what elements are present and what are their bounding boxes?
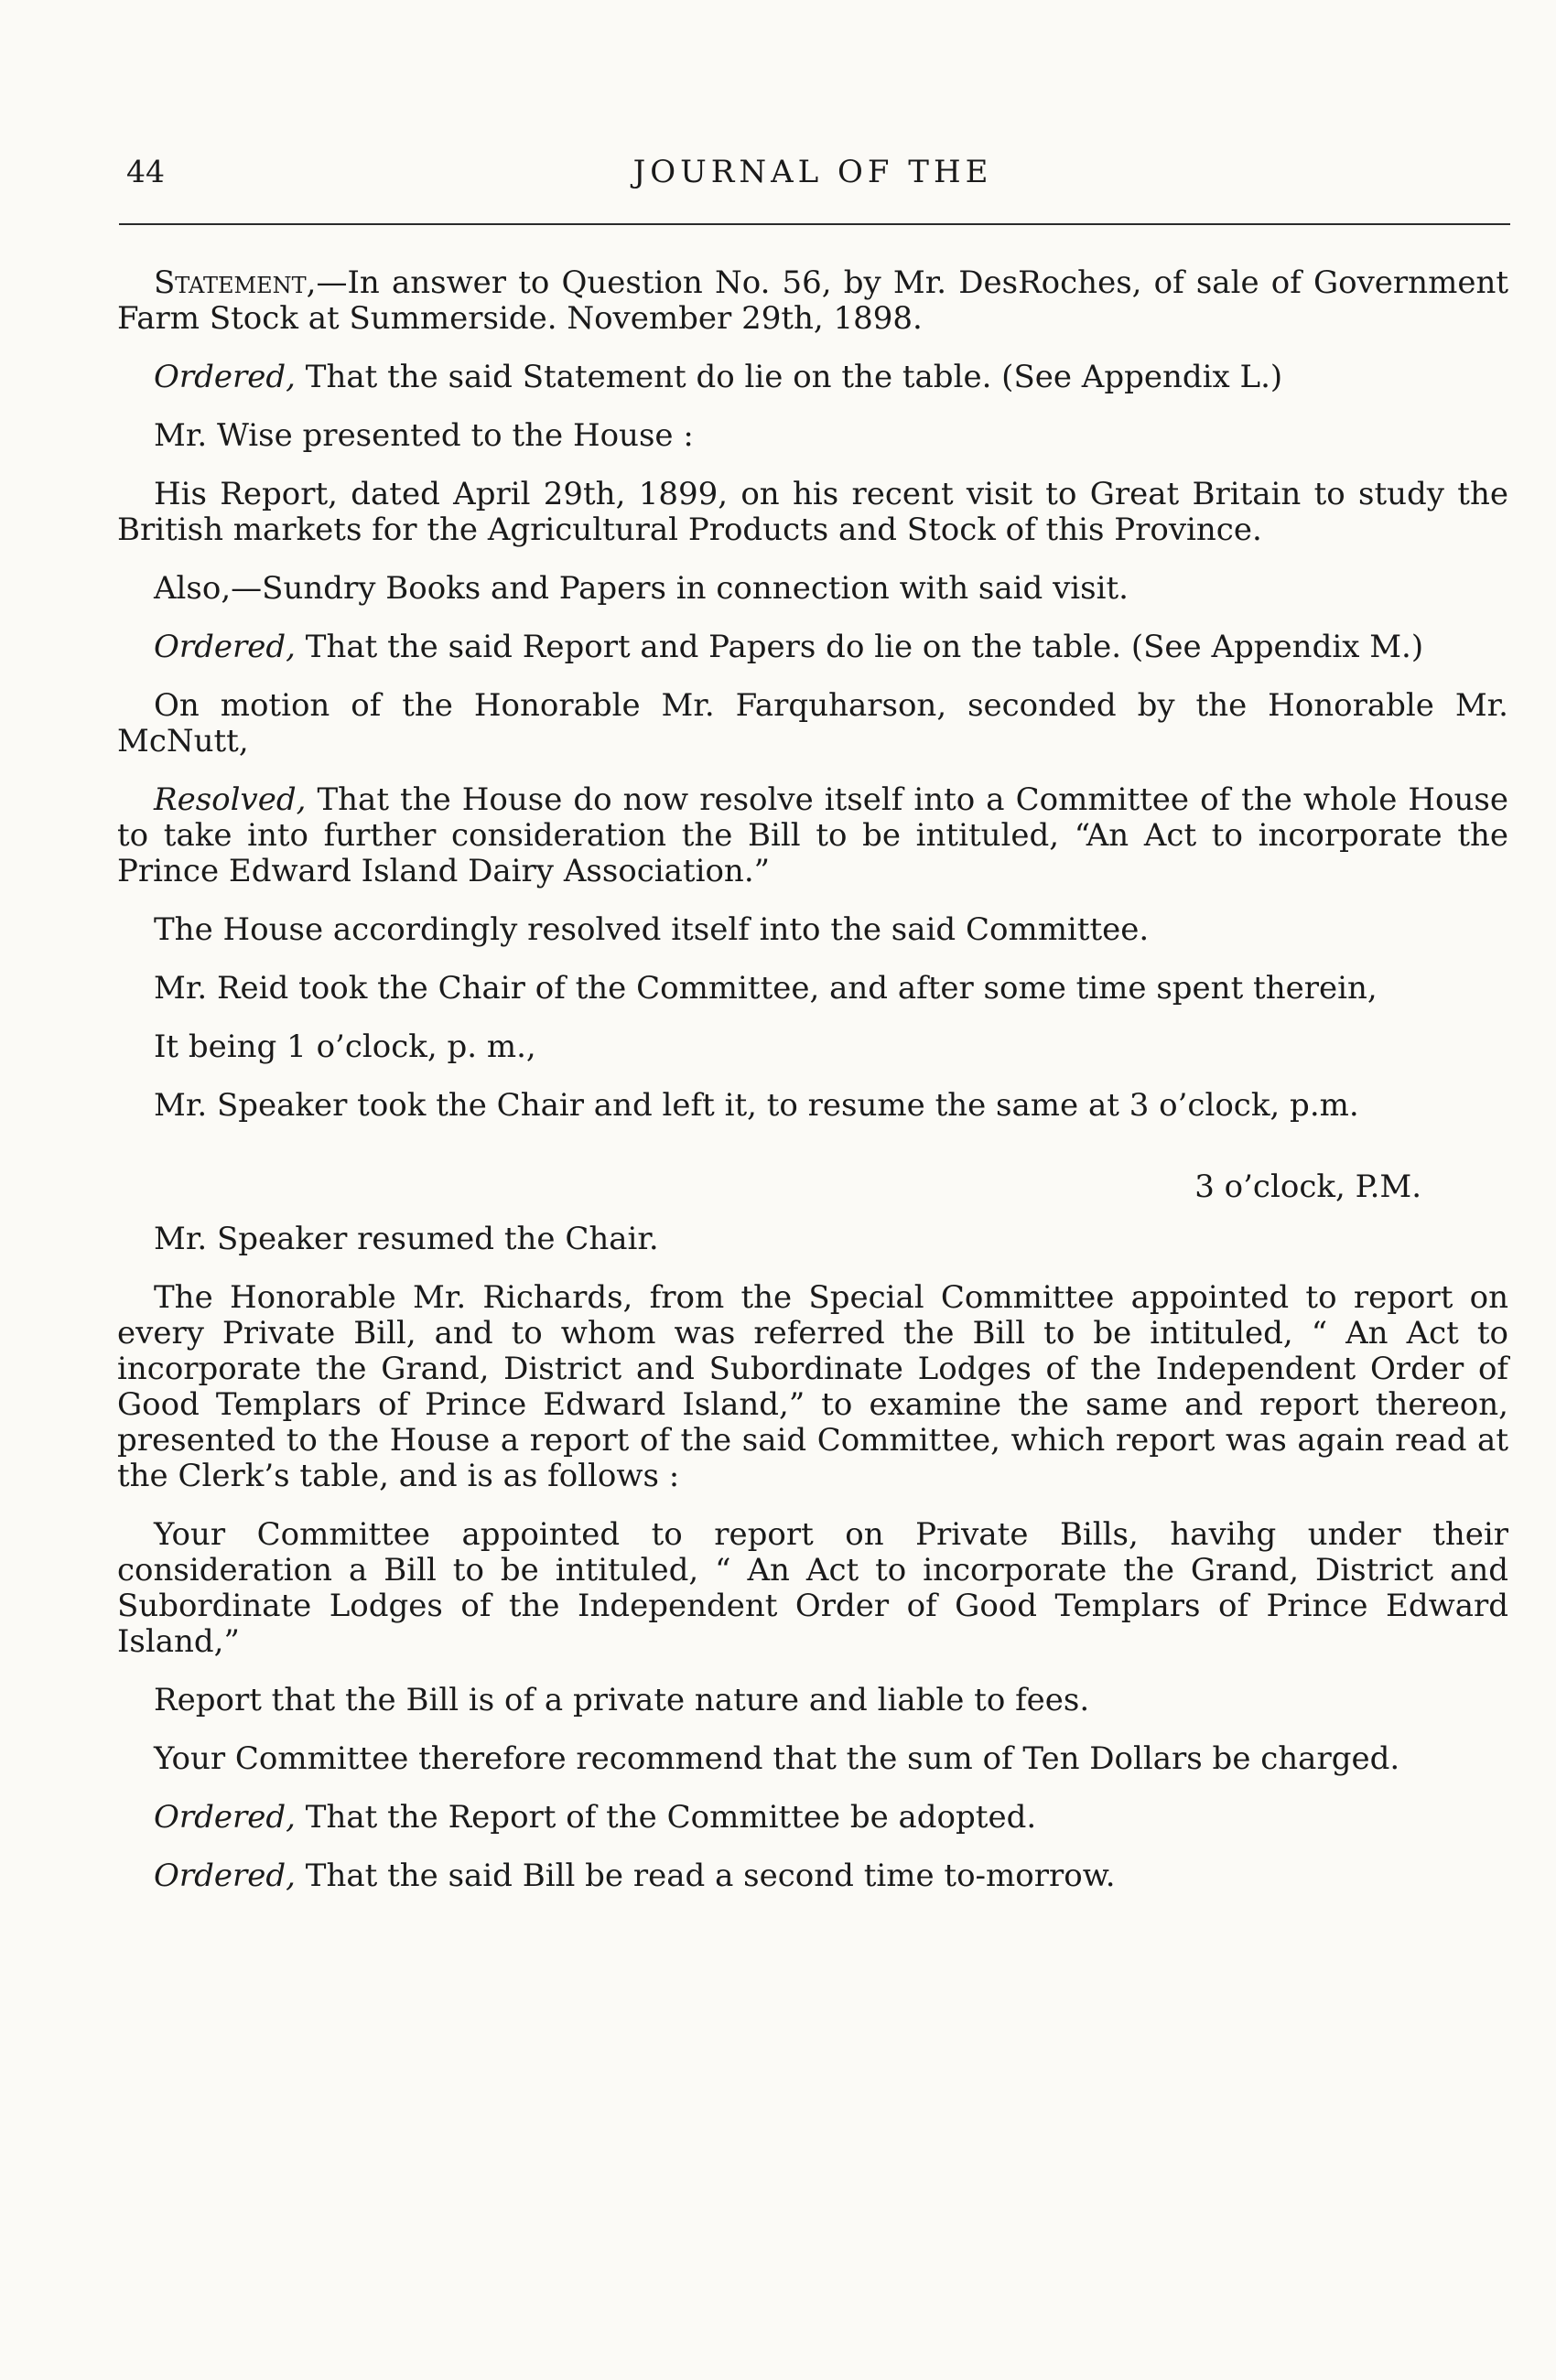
- journal-paragraph: [117, 477, 1508, 548]
- journal-paragraph: [117, 1741, 1508, 1777]
- page-header: [117, 154, 1508, 205]
- motion-label: Ordered,: [154, 1858, 296, 1894]
- paragraph-text: That the Report of the Committee be adopted.: [295, 1799, 1037, 1836]
- paragraph-text: It being 1 o’clock, p. m.,: [154, 1028, 536, 1065]
- journal-paragraph: [117, 1029, 1508, 1065]
- entry-heading: Statement,: [154, 264, 317, 301]
- paragraph-text: The Honorable Mr. Richards, from the Special Committee appointed to report on every Private Bill, and to whom was referred the Bill to be intituled, “ An Act to incorporate the Grand, District and Subordinate Lodges of the Independent Order of Good Templars of Prince Edward Island,” to examine the same and report thereon, presented to the House a report of the said Committee, which report was again read at the Clerk’s table, and is as follows :: [117, 1279, 1508, 1494]
- paragraph-text: That the said Statement do lie on the table. (See Appendix L.): [295, 359, 1283, 395]
- running-title: JOURNAL OF THE: [632, 154, 993, 190]
- journal-paragraph: [117, 1517, 1508, 1660]
- paragraph-text: Report that the Bill is of a private nature and liable to fees.: [154, 1682, 1090, 1718]
- journal-paragraph: [117, 630, 1508, 665]
- motion-label: Ordered,: [154, 629, 296, 665]
- paragraph-text: On motion of the Honorable Mr. Farquharson, seconded by the Honorable Mr. McNutt,: [117, 687, 1508, 759]
- paragraph-list-afternoon: [117, 1222, 1508, 1894]
- paragraph-text: That the House do now resolve itself into a Committee of the whole House to take into further consideration the Bill to be intituled, “An Act to incorporate the Prince Edward Island Dairy Association.”: [117, 781, 1508, 889]
- paragraph-text: Mr. Speaker took the Chair and left it, to resume the same at 3 o’clock, p.m.: [154, 1087, 1359, 1124]
- paragraph-text: The House accordingly resolved itself into the said Committee.: [154, 911, 1150, 948]
- paragraph-text: Mr. Speaker resumed the Chair.: [154, 1221, 659, 1257]
- paragraph-text: Also,—Sundry Books and Papers in connection with said visit.: [154, 570, 1129, 607]
- page-number: 44: [126, 154, 165, 189]
- journal-paragraph: [117, 1222, 1508, 1257]
- motion-label: Ordered,: [154, 359, 296, 395]
- time-heading: 3 o’clock, P.M.: [1194, 1168, 1421, 1205]
- journal-paragraph: [117, 1683, 1508, 1718]
- journal-paragraph: [117, 1088, 1508, 1124]
- paragraph-text: —In answer to Question No. 56, by Mr. DesRoches, of sale of Government Farm Stock at Summerside. November 29th, 1898.: [117, 264, 1508, 337]
- paragraph-list: [117, 265, 1508, 1124]
- motion-label: Resolved,: [154, 781, 307, 818]
- journal-body: [117, 265, 1508, 1917]
- journal-paragraph: [117, 418, 1508, 454]
- journal-paragraph: [117, 688, 1508, 759]
- journal-paragraph: [117, 782, 1508, 889]
- journal-paragraph: [117, 571, 1508, 607]
- journal-paragraph: [117, 1858, 1508, 1894]
- paragraph-text: Mr. Reid took the Chair of the Committee, and after some time spent therein,: [154, 970, 1378, 1007]
- journal-paragraph: [117, 1280, 1508, 1494]
- paragraph-text: Mr. Wise presented to the House :: [154, 417, 694, 454]
- journal-paragraph: [117, 265, 1508, 337]
- paragraph-text: That the said Report and Papers do lie on the table. (See Appendix M.): [295, 629, 1424, 665]
- motion-label: Ordered,: [154, 1799, 296, 1836]
- paragraph-text: Your Committee therefore recommend that the sum of Ten Dollars be charged.: [154, 1740, 1400, 1777]
- journal-paragraph: [117, 971, 1508, 1007]
- paragraph-text: Your Committee appointed to report on Private Bills, havihg under their consideration a Bill to be intituled, “ An Act to incorporate the Grand, District and Subordinate Lodges of the Independent Order of Good Templars of Prince Edward Island,”: [117, 1516, 1508, 1660]
- header-rule: [119, 223, 1510, 225]
- journal-paragraph: [117, 360, 1508, 395]
- paragraph-text: That the said Bill be read a second time to-morrow.: [295, 1858, 1116, 1894]
- paragraph-text: His Report, dated April 29th, 1899, on his recent visit to Great Britain to study the British markets for the Agricultural Products and Stock of this Province.: [117, 476, 1508, 548]
- journal-paragraph: [117, 912, 1508, 948]
- journal-paragraph: [117, 1800, 1508, 1836]
